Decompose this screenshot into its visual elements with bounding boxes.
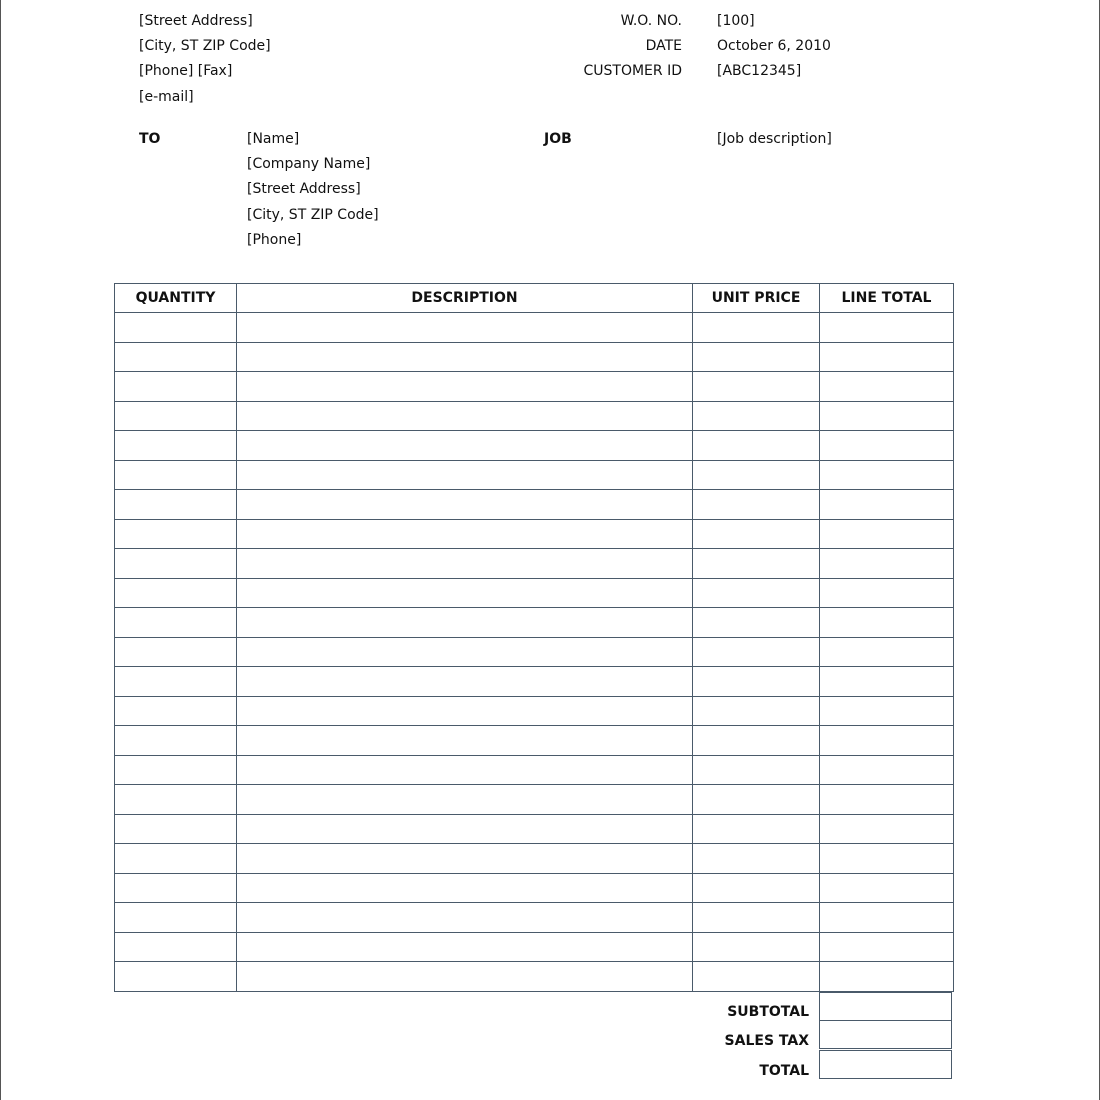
table-row: [115, 431, 954, 461]
table-row: [115, 342, 954, 372]
unit-price-cell[interactable]: [693, 844, 820, 874]
line-items-body: [115, 313, 954, 992]
description-cell[interactable]: [237, 608, 693, 638]
recipient-company: [Company Name]: [247, 156, 371, 172]
unit-price-cell[interactable]: [693, 460, 820, 490]
table-row: [115, 785, 954, 815]
line-total-cell[interactable]: [820, 785, 954, 815]
line-total-cell[interactable]: [820, 519, 954, 549]
sender-city: [City, ST ZIP Code]: [139, 38, 271, 54]
line-total-cell[interactable]: [820, 932, 954, 962]
quantity-cell[interactable]: [115, 962, 237, 992]
job-description: [Job description]: [717, 131, 832, 147]
description-cell[interactable]: [237, 814, 693, 844]
table-row: [115, 578, 954, 608]
unit-price-cell[interactable]: [693, 519, 820, 549]
job-label: JOB: [544, 131, 572, 147]
unit-price-cell[interactable]: [693, 696, 820, 726]
quantity-cell[interactable]: [115, 726, 237, 756]
quantity-cell[interactable]: [115, 696, 237, 726]
total-label: TOTAL: [759, 1063, 809, 1079]
description-cell[interactable]: [237, 726, 693, 756]
quantity-cell[interactable]: [115, 637, 237, 667]
description-cell[interactable]: [237, 696, 693, 726]
description-cell[interactable]: [237, 755, 693, 785]
description-cell[interactable]: [237, 962, 693, 992]
sales-tax-label: SALES TAX: [724, 1033, 809, 1049]
line-total-cell[interactable]: [820, 578, 954, 608]
sales-tax-field[interactable]: [819, 1020, 952, 1049]
description-cell[interactable]: [237, 490, 693, 520]
unit-price-cell[interactable]: [693, 755, 820, 785]
quantity-cell[interactable]: [115, 844, 237, 874]
line-total-cell[interactable]: [820, 608, 954, 638]
quantity-cell[interactable]: [115, 932, 237, 962]
line-total-cell[interactable]: [820, 431, 954, 461]
unit-price-cell[interactable]: [693, 342, 820, 372]
unit-price-header: UNIT PRICE: [693, 284, 820, 313]
table-row: [115, 637, 954, 667]
unit-price-cell[interactable]: [693, 637, 820, 667]
quantity-cell[interactable]: [115, 549, 237, 579]
line-total-cell[interactable]: [820, 460, 954, 490]
table-row: [115, 401, 954, 431]
quantity-cell[interactable]: [115, 401, 237, 431]
wo-number-value: [100]: [717, 13, 755, 29]
quantity-cell[interactable]: [115, 873, 237, 903]
unit-price-cell[interactable]: [693, 932, 820, 962]
quantity-cell[interactable]: [115, 903, 237, 933]
description-cell[interactable]: [237, 844, 693, 874]
line-items-table: [114, 283, 954, 992]
quantity-cell[interactable]: [115, 814, 237, 844]
quantity-cell[interactable]: [115, 667, 237, 697]
quantity-header: QUANTITY: [115, 284, 237, 313]
line-total-cell[interactable]: [820, 313, 954, 343]
line-total-cell[interactable]: [820, 549, 954, 579]
sender-email: [e-mail]: [139, 89, 194, 105]
line-total-cell[interactable]: [820, 401, 954, 431]
unit-price-cell[interactable]: [693, 578, 820, 608]
description-header: DESCRIPTION: [237, 284, 693, 313]
customer-id-label: CUSTOMER ID: [583, 63, 682, 79]
line-total-cell[interactable]: [820, 755, 954, 785]
table-row: [115, 962, 954, 992]
description-cell[interactable]: [237, 342, 693, 372]
subtotal-field[interactable]: [819, 992, 952, 1021]
table-row: [115, 608, 954, 638]
line-total-cell[interactable]: [820, 903, 954, 933]
line-total-cell[interactable]: [820, 637, 954, 667]
table-row: [115, 932, 954, 962]
table-row: [115, 844, 954, 874]
line-total-cell[interactable]: [820, 962, 954, 992]
sender-street: [Street Address]: [139, 13, 253, 29]
description-cell[interactable]: [237, 667, 693, 697]
wo-number-label: W.O. NO.: [620, 13, 682, 29]
table-row: [115, 873, 954, 903]
recipient-phone: [Phone]: [247, 232, 302, 248]
table-row: [115, 490, 954, 520]
unit-price-cell[interactable]: [693, 667, 820, 697]
unit-price-cell[interactable]: [693, 372, 820, 402]
line-total-cell[interactable]: [820, 342, 954, 372]
description-cell[interactable]: [237, 519, 693, 549]
quantity-cell[interactable]: [115, 785, 237, 815]
quantity-cell[interactable]: [115, 578, 237, 608]
table-row: [115, 313, 954, 343]
description-cell[interactable]: [237, 549, 693, 579]
quantity-cell[interactable]: [115, 608, 237, 638]
table-row: [115, 460, 954, 490]
subtotal-label: SUBTOTAL: [727, 1004, 809, 1020]
line-total-cell[interactable]: [820, 372, 954, 402]
line-total-cell[interactable]: [820, 696, 954, 726]
table-row: [115, 519, 954, 549]
line-total-cell[interactable]: [820, 726, 954, 756]
unit-price-cell[interactable]: [693, 903, 820, 933]
quantity-cell[interactable]: [115, 755, 237, 785]
quantity-cell[interactable]: [115, 490, 237, 520]
table-row: [115, 667, 954, 697]
quantity-cell[interactable]: [115, 372, 237, 402]
line-total-cell[interactable]: [820, 873, 954, 903]
recipient-city: [City, ST ZIP Code]: [247, 207, 379, 223]
description-cell[interactable]: [237, 372, 693, 402]
unit-price-cell[interactable]: [693, 549, 820, 579]
description-cell[interactable]: [237, 637, 693, 667]
line-total-cell[interactable]: [820, 844, 954, 874]
description-cell[interactable]: [237, 932, 693, 962]
description-cell[interactable]: [237, 873, 693, 903]
description-cell[interactable]: [237, 431, 693, 461]
quantity-cell[interactable]: [115, 342, 237, 372]
date-value: October 6, 2010: [717, 38, 831, 54]
date-label: DATE: [645, 38, 682, 54]
table-header-row: [115, 284, 954, 313]
recipient-street: [Street Address]: [247, 181, 361, 197]
quantity-cell[interactable]: [115, 431, 237, 461]
line-total-cell[interactable]: [820, 814, 954, 844]
description-cell[interactable]: [237, 401, 693, 431]
unit-price-cell[interactable]: [693, 873, 820, 903]
table-row: [115, 814, 954, 844]
description-cell[interactable]: [237, 578, 693, 608]
description-cell[interactable]: [237, 903, 693, 933]
unit-price-cell[interactable]: [693, 814, 820, 844]
total-field[interactable]: [819, 1050, 952, 1079]
unit-price-cell[interactable]: [693, 490, 820, 520]
sender-phone-fax: [Phone] [Fax]: [139, 63, 233, 79]
unit-price-cell[interactable]: [693, 608, 820, 638]
to-label: TO: [139, 131, 161, 147]
description-cell[interactable]: [237, 785, 693, 815]
unit-price-cell[interactable]: [693, 726, 820, 756]
line-total-cell[interactable]: [820, 490, 954, 520]
quantity-cell[interactable]: [115, 460, 237, 490]
line-total-header: LINE TOTAL: [820, 284, 954, 313]
line-total-cell[interactable]: [820, 667, 954, 697]
table-row: [115, 755, 954, 785]
unit-price-cell[interactable]: [693, 401, 820, 431]
description-cell[interactable]: [237, 460, 693, 490]
table-row: [115, 696, 954, 726]
unit-price-cell[interactable]: [693, 962, 820, 992]
unit-price-cell[interactable]: [693, 313, 820, 343]
unit-price-cell[interactable]: [693, 431, 820, 461]
unit-price-cell[interactable]: [693, 785, 820, 815]
quantity-cell[interactable]: [115, 313, 237, 343]
table-row: [115, 903, 954, 933]
customer-id-value: [ABC12345]: [717, 63, 802, 79]
table-row: [115, 372, 954, 402]
description-cell[interactable]: [237, 313, 693, 343]
table-row: [115, 549, 954, 579]
quantity-cell[interactable]: [115, 519, 237, 549]
recipient-name: [Name]: [247, 131, 300, 147]
table-row: [115, 726, 954, 756]
